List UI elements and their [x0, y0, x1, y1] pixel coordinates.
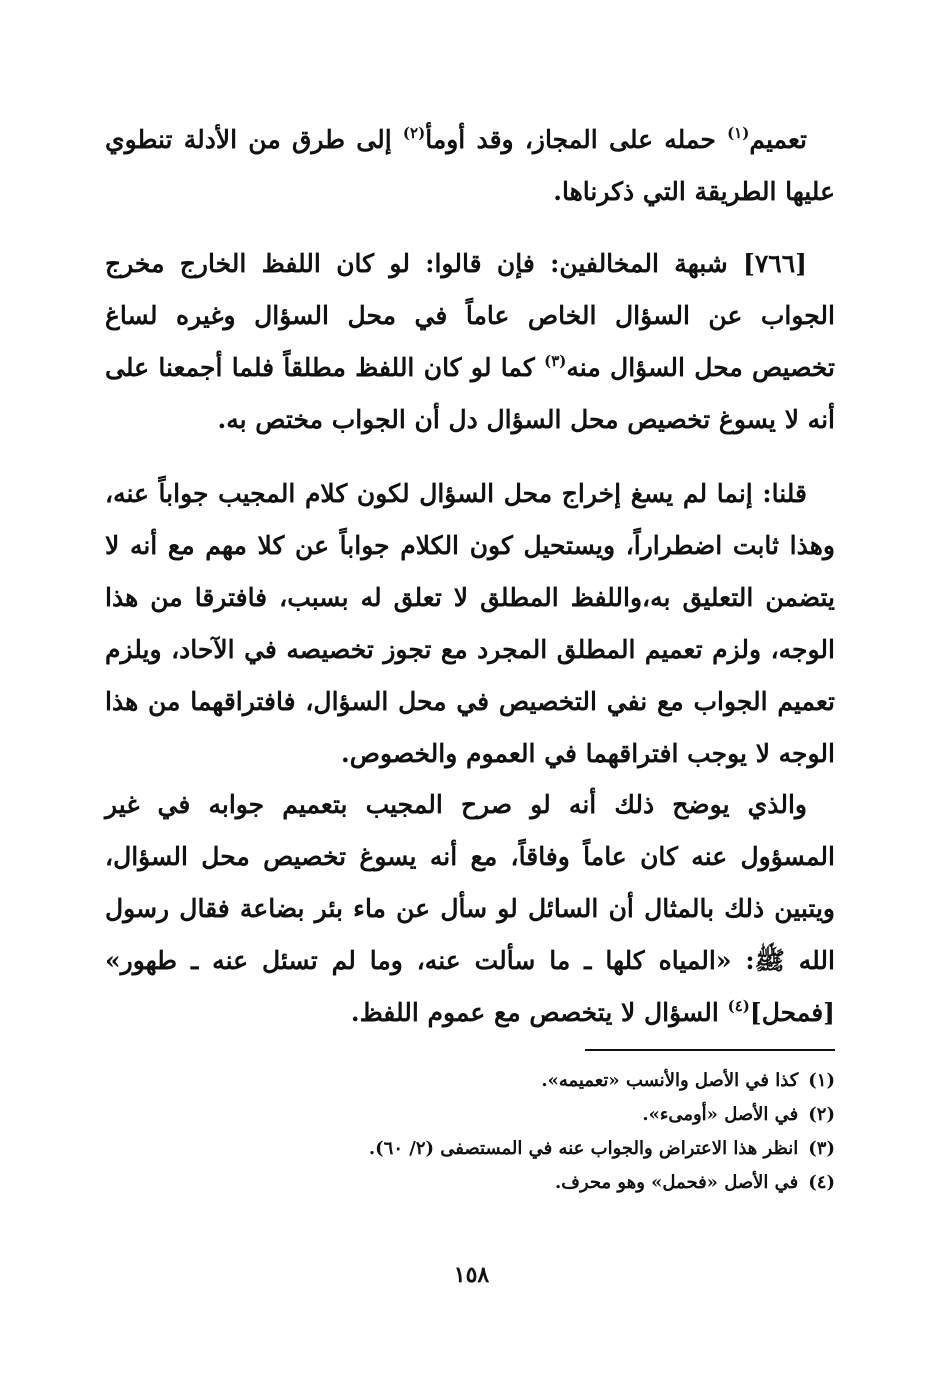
- footnote-text: كذا في الأصل والأنسب «تعميمه».: [541, 1070, 799, 1091]
- page-number: ١٥٨: [453, 1262, 490, 1288]
- paragraph-1-text-a: تعميم: [749, 125, 807, 154]
- footnote-separator: [585, 1049, 835, 1051]
- paragraph-3-text: قلنا: إنما لم يسغ إخراج محل السؤال لكون كلام المجيب جواباً عنه، وهذا ثابت اضطراراً، ويستحيل كون الكلام جواباً عن كلا مهم مع أنه لا يتضمن التعليق به،واللفظ المطلق لا تعلق له بسبب، فافترقا من هذا الوجه، ولزم تعميم المطلق المجرد مع تجوز تخصيصه في الآحاد، ويلزم تعميم الجواب مع نفي التخصيص في محل السؤال، فافتراقهما من هذا الوجه لا يوجب افتراقهما في العموم والخصوص.: [105, 479, 835, 768]
- footnote-3: [105, 1132, 835, 1166]
- paragraph-4-text-b: السؤال لا يتخصص مع عموم اللفظ.: [350, 998, 728, 1027]
- paragraph-1-text-c: إلى طرق من الأدلة تنطوي عليها الطريقة التي ذكرناها.: [105, 125, 835, 206]
- paragraph-4: [105, 779, 835, 1039]
- paragraph-2-text-b: كما لو كان اللفظ مطلقاً فلما أجمعنا على أنه لا يسوغ تخصيص محل السؤال دل أن الجواب مختص به.: [105, 353, 835, 434]
- paragraph-1-text-b: حمله على المجاز، وقد أومأ: [425, 125, 728, 154]
- paragraph-3: [105, 468, 835, 780]
- footnotes-section: [105, 1064, 835, 1200]
- footnote-text: انظر هذا الاعتراض والجواب عنه في المستصفى (٢/ ٦٠).: [368, 1138, 799, 1159]
- paragraph-2: [105, 238, 835, 446]
- footnote-text: في الأصل «أومىء».: [642, 1104, 799, 1125]
- footnote-number: (٣): [808, 1138, 835, 1159]
- footnote-number: (٢): [808, 1104, 835, 1125]
- paragraph-4-text-a: والذي يوضح ذلك أنه لو صرح المجيب بتعميم جوابه في غير المسؤول عنه كان عاماً وفاقاً، مع أنه يسوغ تخصيص محل السؤال، ويتبين ذلك بالمثال أن السائل لو سأل عن ماء بئر بضاعة فقال رسول الله ﷺ: «المياه كلها ـ ما سألت عنه، وما لم تسئل عنه ـ طهور» [فمحل]: [105, 790, 835, 1027]
- paragraph-2-text-a: [٧٦٦] شبهة المخالفين: فإن قالوا: لو كان اللفظ الخارج مخرج الجواب عن السؤال الخاص عاماً في محل السؤال وغيره لساغ تخصيص محل السؤال منه: [105, 249, 836, 382]
- footnote-ref-2[interactable]: (٢): [402, 124, 426, 142]
- footnote-number: (١): [808, 1070, 835, 1091]
- footnote-4: [105, 1166, 835, 1200]
- footnote-number: (٤): [808, 1172, 835, 1193]
- footnote-ref-1[interactable]: (١): [727, 124, 750, 142]
- footnote-ref-4[interactable]: (٤): [727, 997, 750, 1015]
- footnote-2: [105, 1098, 835, 1132]
- footnote-text: في الأصل «فحمل» وهو محرف.: [555, 1172, 799, 1193]
- footnote-ref-3[interactable]: (٣): [544, 352, 567, 370]
- footnote-1: [105, 1064, 835, 1098]
- paragraph-1: [105, 114, 835, 218]
